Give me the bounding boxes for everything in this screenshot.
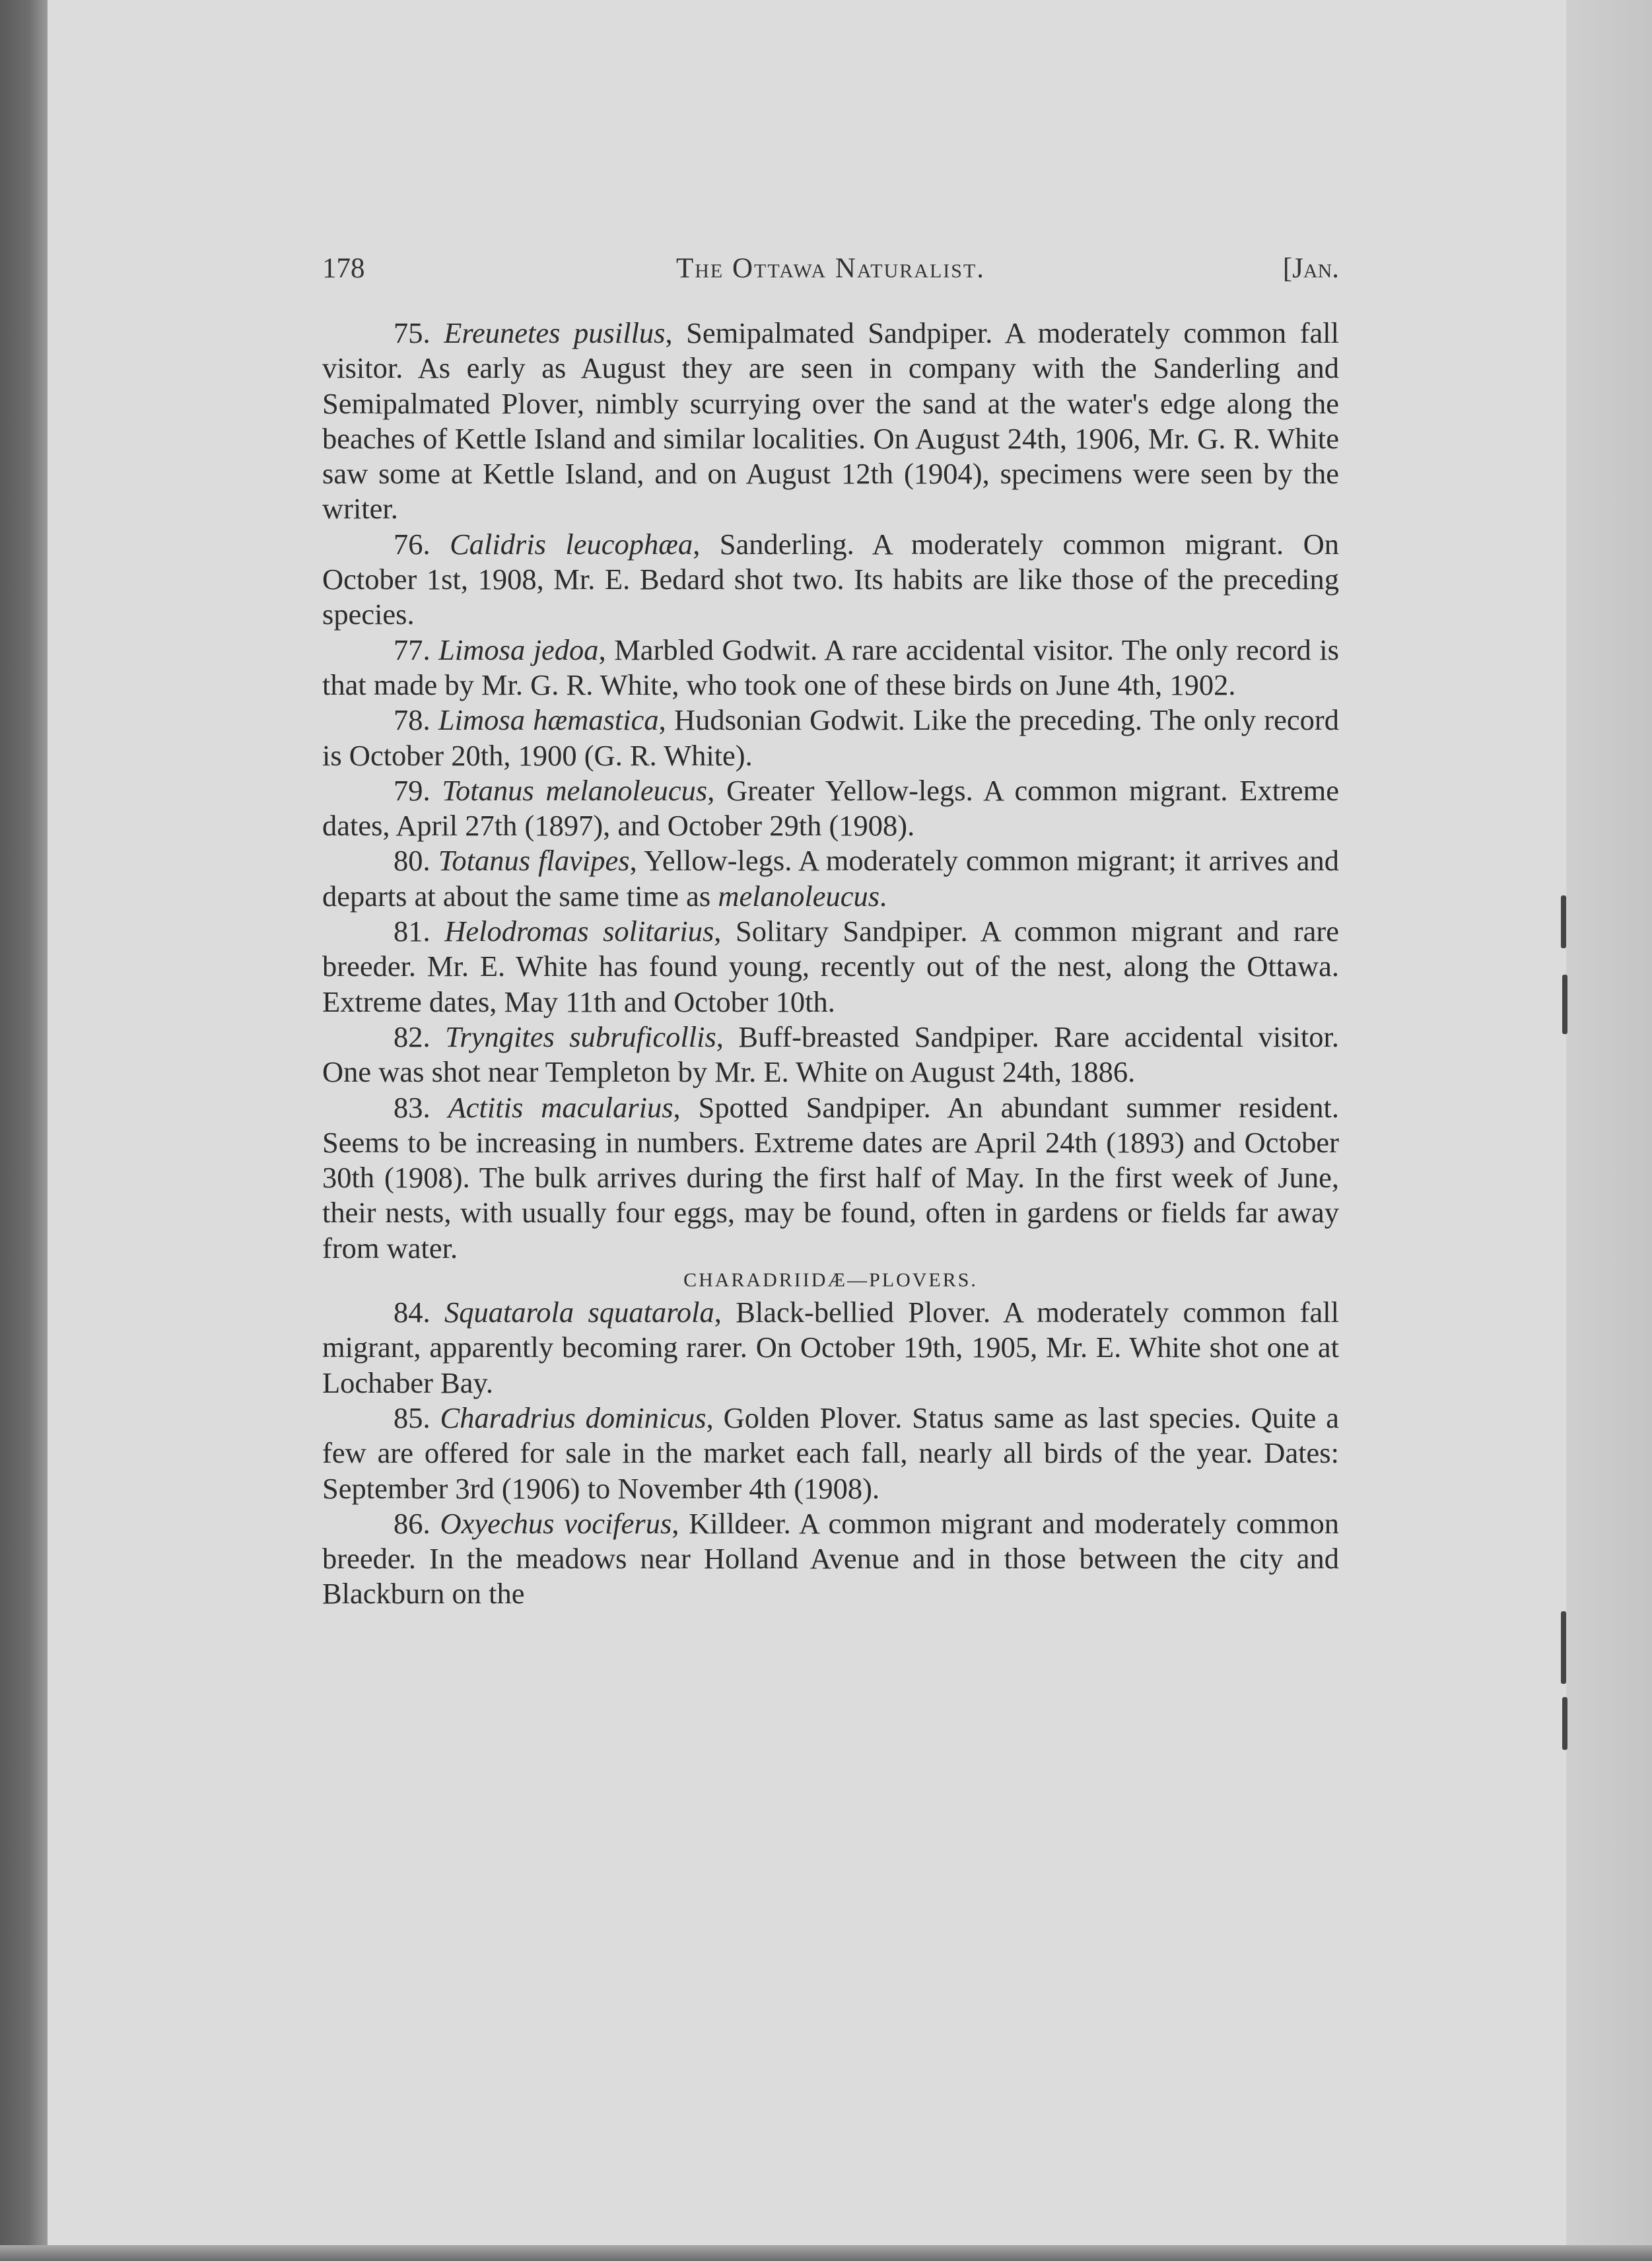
entry-84: 84. Squatarola squatarola, Black-bellied Plover. A moderately common fall migrant, apparently becoming rarer. On October 19th, 1905, Mr. E. White shot one at Lochaber Bay. xyxy=(322,1296,1339,1399)
entry-75: 75. Ereunetes pusillus, Semipalmated Sandpiper. A moderately common fall visitor. As early as August they are seen in company with the Sanderling and Semipalmated Plover, nimbly scurrying over the sand at the water's edge along the beaches of Kettle Island and similar localities. On August 24th, 1906, Mr. G. R. White saw some at Kettle Island, and on August 12th (1904), specimens were seen by the writer. xyxy=(322,316,1340,526)
margin-mark xyxy=(1561,1611,1566,1684)
scientific-name: Limosa hæmastica xyxy=(438,703,659,737)
margin-mark xyxy=(1562,1697,1567,1750)
page-number: 178 xyxy=(322,253,365,284)
scientific-name: Squatarola squatarola xyxy=(444,1296,714,1329)
scientific-name: Calidris leucophæa xyxy=(450,527,693,561)
scan-bottom-edge xyxy=(0,2245,1652,2261)
journal-title: The Ottawa Naturalist. xyxy=(675,253,986,284)
entry-81: 81. Helodromas solitarius, Solitary Sandpiper. A common migrant and rare breeder. Mr. E. White has found young, recently out of the nest, along the Ottawa. Extreme dates, May 11th and October 10th. xyxy=(322,915,1339,1018)
scientific-name: Charadrius dominicus xyxy=(440,1401,706,1434)
entry-86: 86. Oxyechus vociferus, Killdeer. A common migrant and moderately common breeder. In the meadows near Holland Avenue and in those between the city and Blackburn on the xyxy=(322,1506,1340,1611)
scan-right-edge xyxy=(1566,0,1652,2261)
entry-80: 80. Totanus flavipes, Yellow-legs. A moderately common migrant; it arrives and departs at about the same time as melanoleucus. xyxy=(322,844,1339,913)
running-header xyxy=(322,246,1339,292)
scientific-name: melanoleucus xyxy=(718,879,880,913)
entry-77: 77. Limosa jedoa, Marbled Godwit. A rare accidental visitor. The only record is that made by Mr. G. R. White, who took one of these birds on June 4th, 1902. xyxy=(322,633,1339,701)
entry-83: 83. Actitis macularius, Spotted Sandpiper. An abundant summer resident. Seems to be increasing in numbers. Extreme dates are April 24th (1893) and October 30th (1908). The bulk arrives during the first half of May. In the first week of June, their nests, with usually four eggs, may be found, often in gardens or fields far away from water. xyxy=(322,1090,1340,1265)
scan-left-edge xyxy=(0,0,48,2261)
entry-85: 85. Charadrius dominicus, Golden Plover. Status same as last species. Quite a few are offered for sale in the market each fall, nearly all birds of the year. Dates: September 3rd (1906) to November 4th (1908). xyxy=(322,1401,1339,1505)
margin-mark xyxy=(1562,975,1567,1034)
scientific-name: Actitis macularius xyxy=(448,1090,673,1124)
scientific-name: Totanus flavipes xyxy=(438,844,630,878)
scientific-name: Ereunetes pusillus xyxy=(444,316,666,349)
scientific-name: Tryngites subruficollis xyxy=(445,1020,716,1053)
margin-mark xyxy=(1561,895,1566,948)
entry-76: 76. Calidris leucophæa, Sanderling. A moderately common migrant. On October 1st, 1908, Mr. E. Bedard shot two. Its habits are like those of the preceding species. xyxy=(322,527,1339,631)
entry-82: 82. Tryngites subruficollis, Buff-breasted Sandpiper. Rare accidental visitor. One was shot near Templeton by Mr. E. White on August 24th, 1886. xyxy=(322,1020,1340,1089)
section-heading: CHARADRIIDÆ—PLOVERS. xyxy=(683,1269,978,1292)
issue-month: [Jan. xyxy=(1282,253,1339,284)
scientific-name: Limosa jedoa xyxy=(438,633,599,666)
body-text xyxy=(322,316,1339,1612)
scientific-name: Totanus melanoleucus xyxy=(442,773,708,807)
entry-78: 78. Limosa hæmastica, Hudsonian Godwit. Like the preceding. The only record is October 20th, 1900 (G. R. White). xyxy=(322,703,1339,772)
scientific-name: Oxyechus vociferus xyxy=(440,1506,672,1540)
scientific-name: Helodromas solitarius xyxy=(444,915,714,948)
entry-79: 79. Totanus melanoleucus, Greater Yellow-legs. A common migrant. Extreme dates, April 27th (1897), and October 29th (1908). xyxy=(322,773,1340,843)
